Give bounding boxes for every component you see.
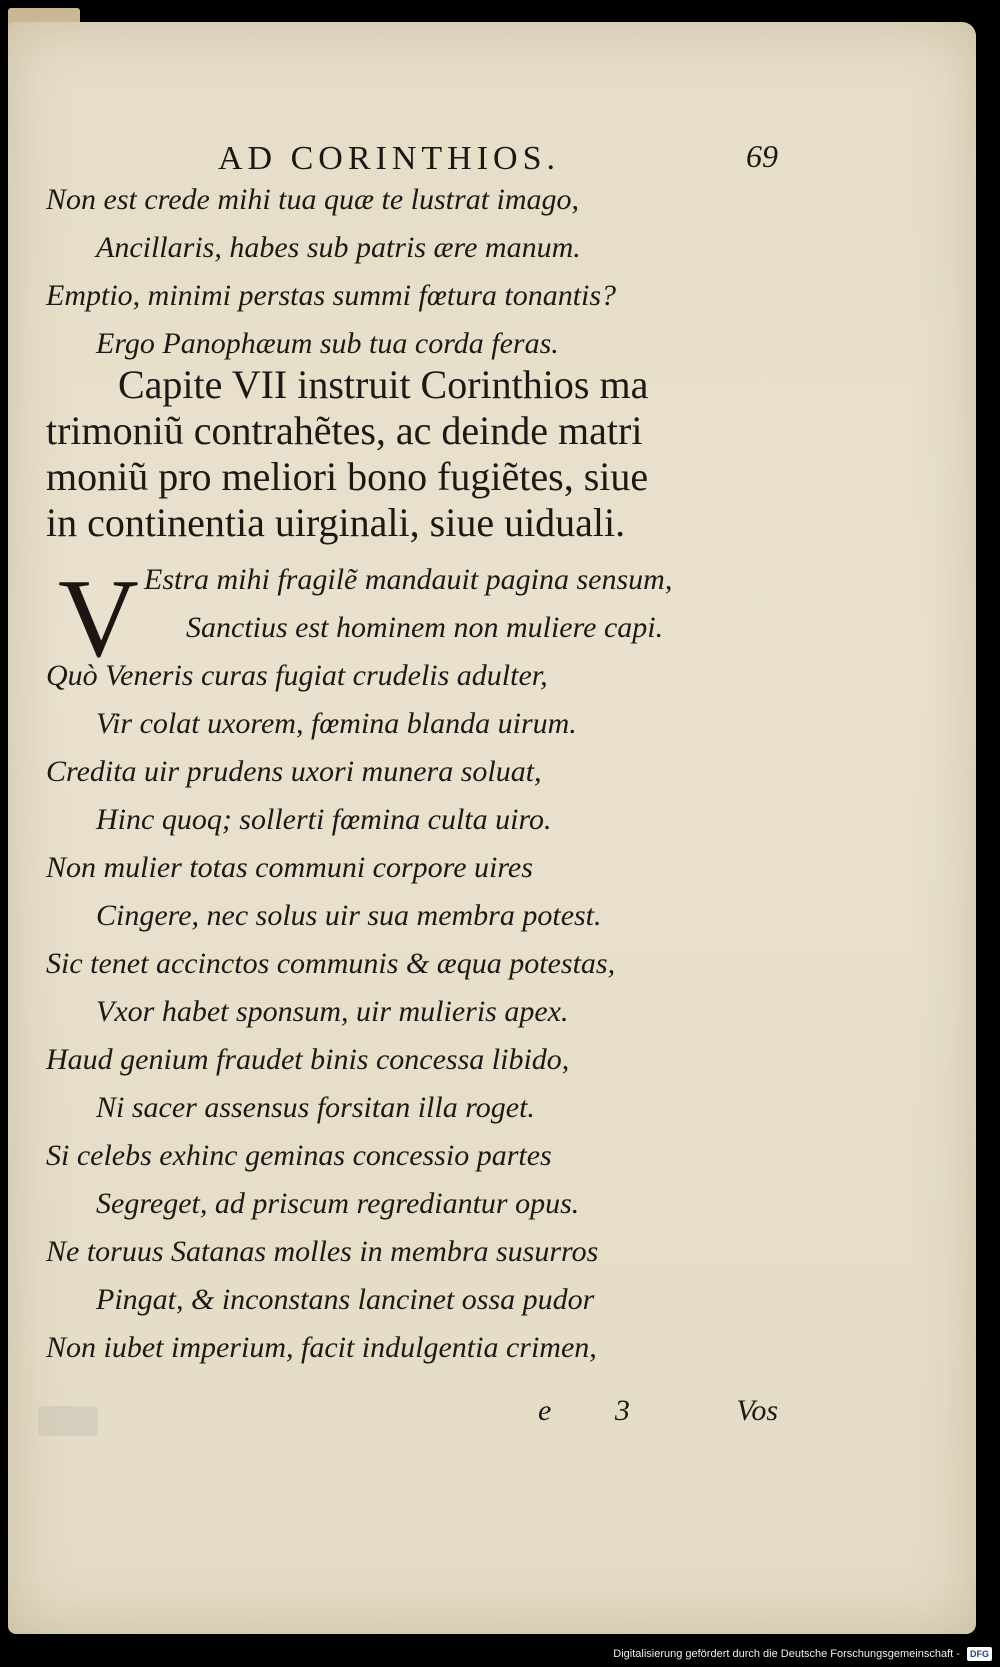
- verse-line: Estra mihi fragilẽ mandauit pagina sensum,: [144, 563, 673, 596]
- verse-line: Pingat, & inconstans lancinet ossa pudor: [96, 1283, 595, 1316]
- catchword: Vos: [736, 1394, 778, 1427]
- book-page: [8, 22, 976, 1634]
- drop-cap: V: [58, 557, 139, 681]
- verse-line: Vxor habet sponsum, uir mulieris apex.: [96, 995, 569, 1028]
- verse-line: Hinc quoq; sollerti fœmina culta uiro.: [96, 803, 552, 836]
- credit-text: Digitalisierung gefördert durch die Deutsche Forschungsgemeinschaft -: [613, 1648, 960, 1660]
- digitization-credit: [613, 1645, 992, 1663]
- verse-line: Non mulier totas communi corpore uires: [46, 851, 533, 884]
- chapter-heading-line: in continentia uirginali, siue uiduali.: [46, 500, 626, 545]
- verse-line: Credita uir prudens uxori munera soluat,: [46, 755, 542, 788]
- verse-line: Quò Veneris curas fugiat crudelis adulter,: [46, 659, 548, 692]
- verse-line: Cingere, nec solus uir sua membra potest.: [96, 899, 602, 932]
- verse-line: Sic tenet accinctos communis & æqua potestas,: [46, 947, 616, 980]
- verse-line: Haud genium fraudet binis concessa libido,: [46, 1043, 570, 1076]
- page-number: 69: [746, 138, 778, 174]
- verse-line: Non iubet imperium, facit indulgentia crimen,: [46, 1331, 597, 1364]
- verse-line: Ergo Panophæum sub tua corda feras.: [96, 327, 559, 360]
- verse-line: Ancillaris, habes sub patris ære manum.: [96, 231, 581, 264]
- verse-line: Vir colat uxorem, fœmina blanda uirum.: [96, 707, 577, 740]
- verse-line: Non est crede mihi tua quæ te lustrat imago,: [46, 183, 580, 216]
- page-footer: [538, 1394, 778, 1434]
- verse-line: Si celebs exhinc geminas concessio partes: [46, 1139, 552, 1172]
- chapter-heading-line: moniũ pro meliori bono fugiẽtes, siue: [46, 454, 649, 499]
- running-title: AD CORINTHIOS.: [218, 140, 560, 177]
- verse-line: Emptio, minimi perstas summi fœtura tonantis?: [46, 279, 617, 312]
- chapter-heading-line: trimoniũ contrahẽtes, ac deinde matri: [46, 408, 643, 453]
- signature-mark: e 3: [538, 1394, 658, 1427]
- page-header: [218, 140, 778, 180]
- library-stamp: [38, 1406, 98, 1436]
- verse-line: Ni sacer assensus forsitan illa roget.: [96, 1091, 535, 1124]
- verse-line: Sanctius est hominem non muliere capi.: [186, 611, 664, 644]
- verse-line: Segreget, ad priscum regrediantur opus.: [96, 1187, 580, 1220]
- dfg-logo: DFG: [967, 1647, 992, 1661]
- verse-line: Ne toruus Satanas molles in membra susurros: [46, 1235, 599, 1268]
- chapter-heading-line: Capite VII instruit Corinthios ma: [118, 362, 649, 407]
